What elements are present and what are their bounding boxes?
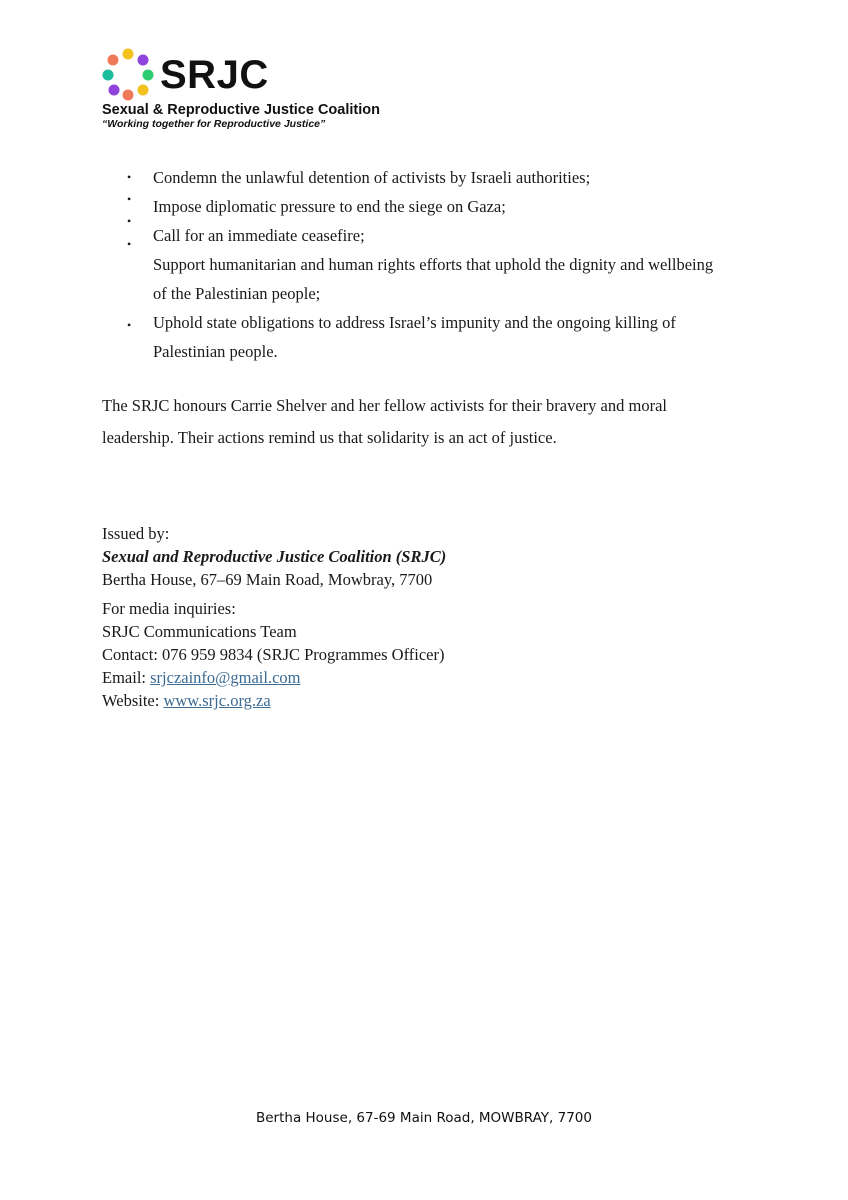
list-item: Call for an immediate ceasefire; <box>153 226 365 245</box>
letterhead-tagline: “Working together for Reproductive Justice” <box>102 118 326 130</box>
issuer-name: Sexual and Reproductive Justice Coalition (SRJC) <box>102 547 447 566</box>
logo-text: SRJC <box>160 53 269 97</box>
issuer-address: Bertha House, 67–69 Main Road, Mowbray, 7700 <box>102 570 433 589</box>
comms-team: SRJC Communications Team <box>102 622 297 641</box>
email-line <box>102 666 702 689</box>
logo-dot <box>103 70 114 81</box>
logo-dots-icon <box>100 48 156 102</box>
contact-phone: Contact: 076 959 9834 (SRJC Programmes Officer) <box>102 645 445 664</box>
issued-block <box>102 522 702 712</box>
logo-dot <box>123 90 134 101</box>
bullet-marker: • <box>127 170 132 184</box>
logo-dot <box>108 55 119 66</box>
bullet-marker: • <box>127 318 132 332</box>
letterhead <box>100 48 520 130</box>
honour-paragraph <box>102 390 752 454</box>
letterhead-org-name: Sexual & Reproductive Justice Coalition <box>102 102 380 118</box>
website-label: Website: <box>102 691 164 710</box>
issued-by-label: Issued by: <box>102 524 170 543</box>
list-item: Condemn the unlawful detention of activists by Israeli authorities; <box>153 168 591 187</box>
list-item: Uphold state obligations to address Israel’s impunity and the ongoing killing of Palestinian people. <box>153 313 676 361</box>
page-footer: Bertha House, 67-69 Main Road, MOWBRAY, 7700 <box>255 1110 592 1126</box>
media-inquiries-label: For media inquiries: <box>102 599 236 618</box>
logo-dot <box>138 85 149 96</box>
logo-dot <box>123 49 134 60</box>
paragraph-line: leadership. Their actions remind us that solidarity is an act of justice. <box>102 428 557 447</box>
bullet-marker: • <box>127 214 132 228</box>
website-line <box>102 689 702 712</box>
logo-dot <box>109 85 120 96</box>
logo <box>100 48 520 102</box>
paragraph-line: The SRJC honours Carrie Shelver and her fellow activists for their bravery and moral <box>102 396 667 415</box>
bullet-marker: • <box>127 192 132 206</box>
logo-dot <box>143 70 154 81</box>
bullet-marker: • <box>127 237 132 251</box>
logo-dot <box>138 55 149 66</box>
list-item: Impose diplomatic pressure to end the siege on Gaza; <box>153 197 506 216</box>
email-label: Email: <box>102 668 151 687</box>
website-link[interactable]: www.srjc.org.za <box>163 691 271 710</box>
email-link[interactable]: srjczainfo@gmail.com <box>150 668 301 687</box>
list-item: Support humanitarian and human rights efforts that uphold the dignity and wellbeing of the Palestinian people; <box>153 255 714 303</box>
